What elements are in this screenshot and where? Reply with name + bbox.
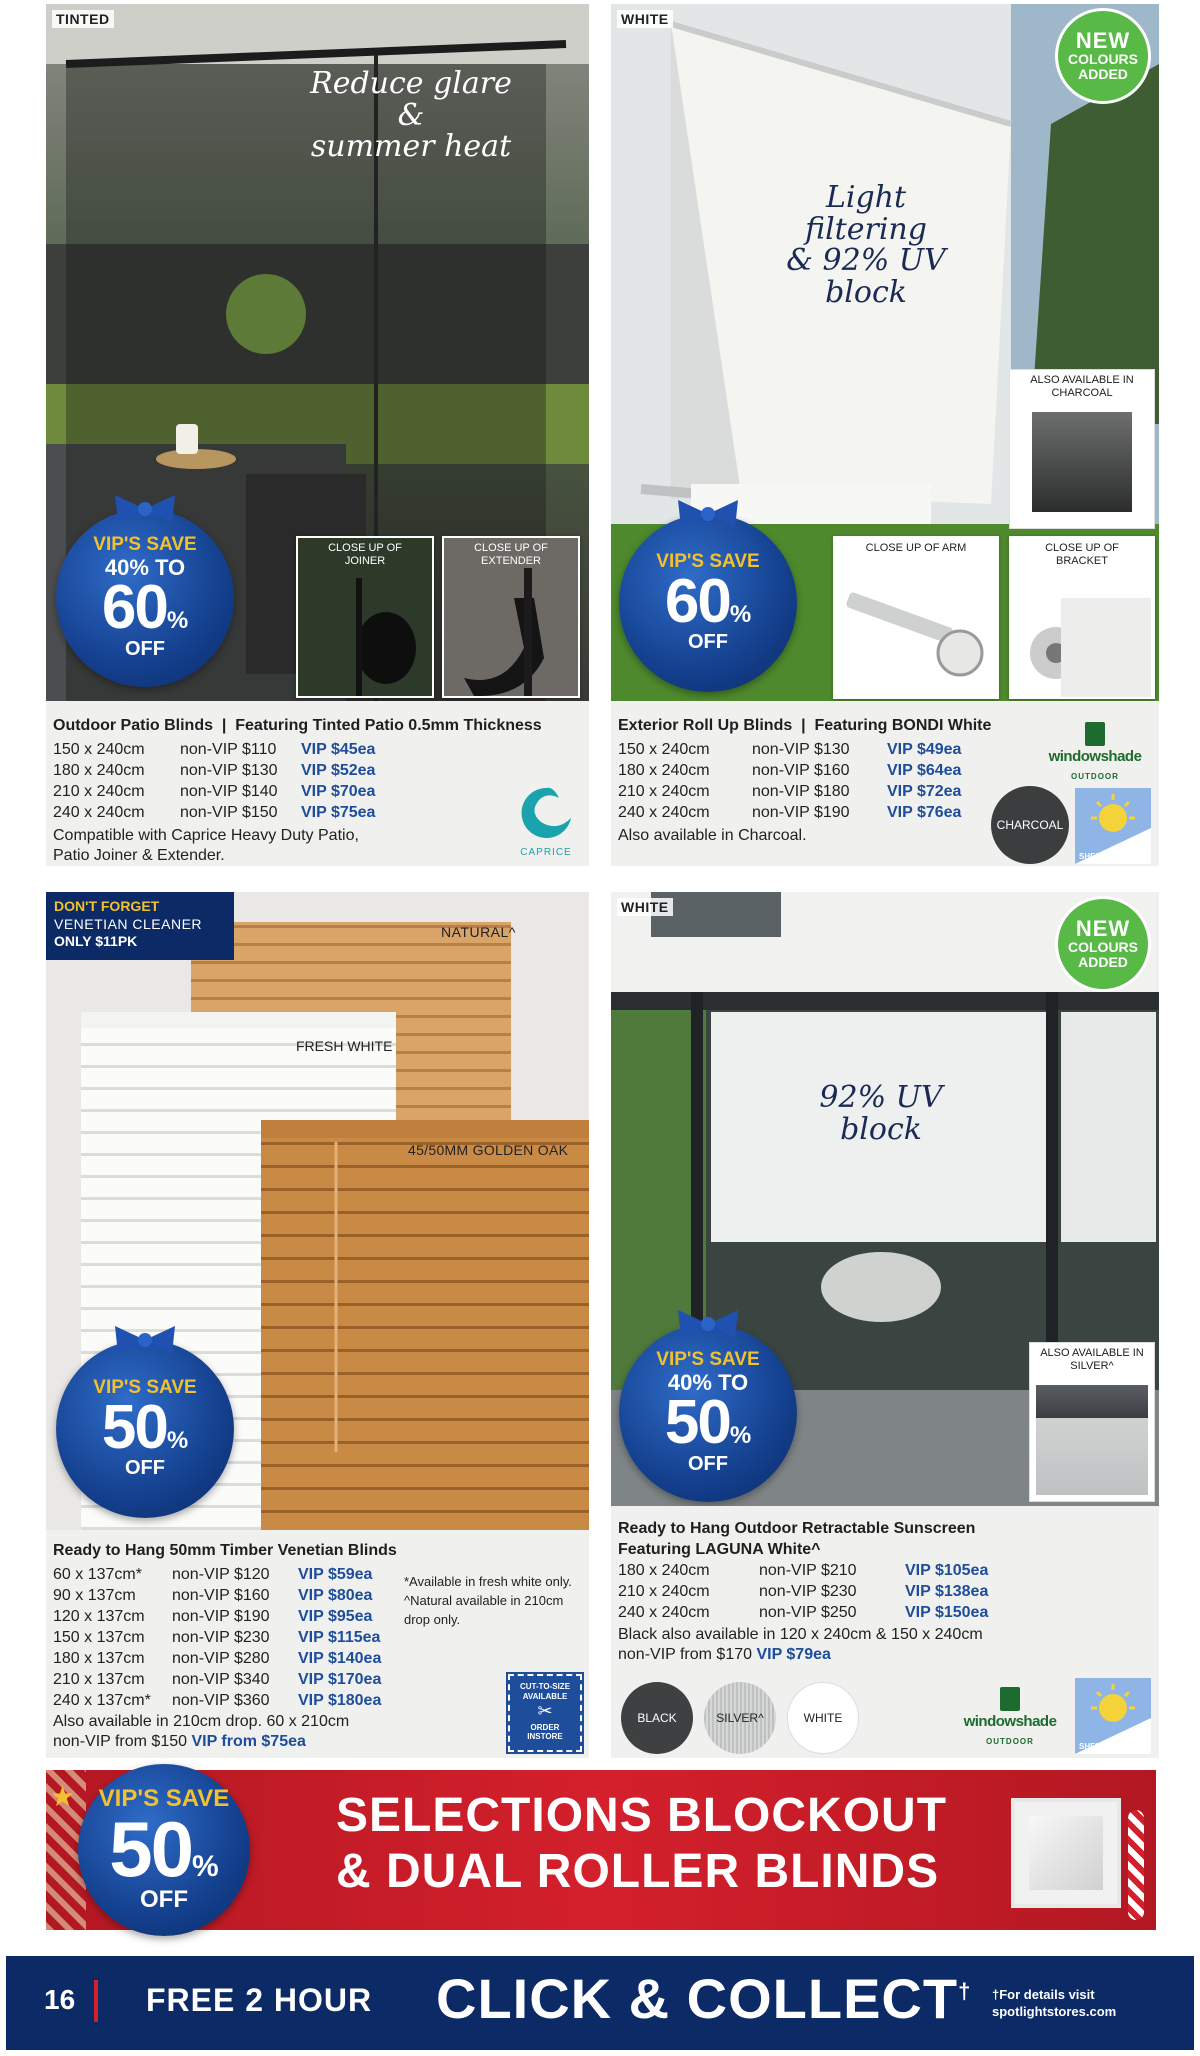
page-number: 16 bbox=[44, 1984, 76, 2015]
rollup-availability-note: Also available in Charcoal. bbox=[618, 827, 807, 844]
venetian-price-table bbox=[53, 1564, 381, 1711]
price-row: 60 x 137cm* non-VIP $120 VIP $59ea bbox=[53, 1566, 373, 1583]
sunscreen-black-note: Black also available in 120 x 240cm & 150 x 240cm non-VIP from $170 VIP $79ea bbox=[618, 1626, 983, 1663]
price-row: 180 x 240cm non-VIP $210 VIP $105ea bbox=[618, 1562, 989, 1579]
star-icon: ★ bbox=[50, 1781, 76, 1812]
rollup-price-table bbox=[618, 739, 961, 823]
vip-percent: 60% bbox=[101, 573, 189, 643]
rollup-corner-label: WHITE bbox=[617, 10, 673, 28]
price-row: 180 x 137cm non-VIP $280 VIP $140ea bbox=[53, 1650, 382, 1667]
rollup-product-title: Exterior Roll Up Blinds | Featuring BONDI White bbox=[618, 717, 992, 734]
silver-screen-image bbox=[1036, 1385, 1148, 1495]
venetian-vip-save-badge bbox=[56, 1340, 234, 1518]
price-row: 210 x 137cm non-VIP $340 VIP $170ea bbox=[53, 1671, 382, 1688]
patio-blinds-panel bbox=[46, 4, 589, 866]
vip-save-label: VIP'S SAVE bbox=[98, 1784, 230, 1812]
patio-photo bbox=[46, 4, 589, 701]
vip-off-label: OFF bbox=[688, 1452, 728, 1475]
patio-compatibility-note: Compatible with Caprice Heavy Duty Patio, Patio Joiner & Extender. bbox=[53, 827, 359, 864]
banner-headline: SELECTIONS BLOCKOUT & DUAL ROLLER BLINDS bbox=[336, 1789, 948, 1898]
venetian-blinds-panel bbox=[46, 892, 589, 1758]
footer-details: †For details visit spotlightstores.com bbox=[992, 1987, 1117, 2019]
venetian-product-title: Ready to Hang 50mm Timber Venetian Blinds bbox=[53, 1542, 397, 1559]
rollup-vip-save-badge bbox=[619, 514, 797, 692]
price-row: 240 x 240cm non-VIP $150 VIP $75ea bbox=[53, 804, 376, 821]
price-row: 180 x 240cm non-VIP $130 VIP $52ea bbox=[53, 762, 376, 779]
joiner-illustration bbox=[298, 538, 432, 696]
windowshade-mark-icon bbox=[1085, 722, 1105, 746]
sunscreen-handwritten-callout: 92% UV block bbox=[819, 1080, 943, 1147]
closeup-joiner bbox=[296, 536, 434, 698]
price-row: 120 x 137cm non-VIP $190 VIP $95ea bbox=[53, 1608, 373, 1625]
bracket-illustration bbox=[1011, 538, 1153, 697]
label-golden-oak: 45/50MM GOLDEN OAK bbox=[408, 1142, 569, 1158]
vip-save-label: VIP'S SAVE bbox=[656, 1349, 760, 1371]
extender-illustration bbox=[444, 538, 578, 696]
vip-off-label: OFF bbox=[125, 1457, 165, 1480]
windowshade-mark-icon bbox=[1000, 1687, 1020, 1711]
arm-illustration bbox=[835, 538, 997, 697]
price-row: 150 x 137cm non-VIP $230 VIP $115ea bbox=[53, 1629, 381, 1646]
sunscreen-corner-label: WHITE bbox=[617, 898, 673, 916]
sheir-logo: SHEIR bbox=[1075, 1678, 1151, 1754]
vip-percent: 50% bbox=[109, 1805, 219, 1894]
closeup-arm bbox=[833, 536, 999, 699]
patio-price-table bbox=[53, 739, 375, 823]
swatch-charcoal: CHARCOAL bbox=[991, 786, 1069, 864]
sheir-logo: SHEIR bbox=[1075, 788, 1151, 864]
price-row: 240 x 240cm non-VIP $250 VIP $150ea bbox=[618, 1604, 989, 1621]
patio-vip-save-badge bbox=[56, 509, 234, 687]
closeup-extender-caption: CLOSE UP OF EXTENDER bbox=[474, 542, 548, 568]
rollup-new-colours-badge: NEW COLOURS ADDED bbox=[1055, 8, 1151, 104]
label-natural: NATURAL^ bbox=[441, 924, 516, 940]
vip-percent: 50% bbox=[664, 1388, 752, 1458]
closeup-bracket-caption: CLOSE UP OF BRACKET bbox=[1045, 542, 1119, 568]
price-row: 150 x 240cm non-VIP $130 VIP $49ea bbox=[618, 741, 962, 758]
swatch-black: BLACK bbox=[621, 1682, 693, 1754]
charcoal-blind-image bbox=[1032, 412, 1132, 512]
vip-off-label: OFF bbox=[140, 1886, 188, 1914]
vip-percent: 60% bbox=[664, 566, 752, 636]
venetian-cleaner-promo: DON'T FORGET VENETIAN CLEANER ONLY $11PK bbox=[46, 892, 234, 960]
vip-percent: 50% bbox=[101, 1392, 189, 1462]
vip-off-label: OFF bbox=[688, 631, 728, 654]
vip-save-label: VIP'S SAVE bbox=[93, 1376, 197, 1398]
footer-divider bbox=[94, 1980, 98, 2022]
price-row: 240 x 137cm* non-VIP $360 VIP $180ea bbox=[53, 1692, 382, 1709]
vip-save-label: VIP'S SAVE bbox=[93, 534, 197, 556]
price-row: 90 x 137cm non-VIP $160 VIP $80ea bbox=[53, 1587, 373, 1604]
price-row: 180 x 240cm non-VIP $160 VIP $64ea bbox=[618, 762, 962, 779]
price-row: 210 x 240cm non-VIP $140 VIP $70ea bbox=[53, 783, 376, 800]
blockout-banner bbox=[46, 1770, 1156, 1930]
windowshade-logo: windowshade OUTDOOR bbox=[1036, 722, 1154, 784]
venetian-footnote: *Available in fresh white only. ^Natural available in 210cm drop only. bbox=[404, 1574, 572, 1627]
vip-save-label: VIP'S SAVE bbox=[656, 550, 760, 572]
swatch-white: WHITE bbox=[787, 1682, 859, 1754]
closeup-bracket bbox=[1009, 536, 1155, 699]
bow-icon bbox=[110, 1326, 180, 1354]
rollup-handwritten-callout: Light filtering & 92% UV block bbox=[786, 180, 946, 310]
candy-cane-icon bbox=[1128, 1810, 1144, 1920]
price-row: 210 x 240cm non-VIP $180 VIP $72ea bbox=[618, 783, 962, 800]
caprice-logo bbox=[510, 784, 582, 864]
scissors-icon: ✂ bbox=[537, 1701, 553, 1722]
closeup-extender bbox=[442, 536, 580, 698]
sunscreen-price-table bbox=[618, 1560, 988, 1623]
caprice-logo-text: CAPRICE bbox=[520, 847, 572, 858]
sunscreen-panel bbox=[611, 892, 1159, 1758]
bow-icon bbox=[673, 500, 743, 528]
patio-handwritten-callout: Reduce glare & summer heat bbox=[310, 66, 512, 164]
vip-range-label: 40% TO bbox=[104, 554, 186, 580]
closeup-joiner-caption: CLOSE UP OF JOINER bbox=[328, 542, 402, 568]
price-row: 240 x 240cm non-VIP $190 VIP $76ea bbox=[618, 804, 962, 821]
sunscreen-product-title: Ready to Hang Outdoor Retractable Sunscreen Featuring LAGUNA White^ bbox=[618, 1520, 976, 1558]
price-row: 210 x 240cm non-VIP $230 VIP $138ea bbox=[618, 1583, 989, 1600]
sunscreen-vip-save-badge bbox=[619, 1324, 797, 1502]
windowshade-logo: windowshade OUTDOOR bbox=[951, 1687, 1069, 1749]
cut-to-size-badge: CUT-TO-SIZE AVAILABLE ✂ ORDER INSTORE bbox=[508, 1674, 582, 1752]
footer-free-2-hour: FREE 2 HOUR bbox=[146, 1982, 373, 2018]
venetian-drop-note: Also available in 210cm drop. 60 x 210cm non-VIP from $150 VIP from $75ea bbox=[53, 1713, 350, 1750]
caprice-wave-icon bbox=[517, 784, 575, 842]
label-fresh-white: FRESH WHITE bbox=[296, 1038, 393, 1054]
closeup-arm-caption: CLOSE UP OF ARM bbox=[865, 542, 967, 554]
sunscreen-also-available: ALSO AVAILABLE IN SILVER^ bbox=[1029, 1342, 1155, 1502]
price-row: 150 x 240cm non-VIP $110 VIP $45ea bbox=[53, 741, 376, 758]
vip-off-label: OFF bbox=[125, 637, 165, 660]
patio-corner-label: TINTED bbox=[52, 10, 114, 28]
sunscreen-new-colours-badge: NEW COLOURS ADDED bbox=[1055, 896, 1151, 992]
swatch-silver: SILVER^ bbox=[704, 1682, 776, 1754]
sunscreen-photo bbox=[611, 892, 1159, 1506]
rollup-also-available: ALSO AVAILABLE IN CHARCOAL bbox=[1009, 369, 1155, 529]
click-collect-footer bbox=[6, 1956, 1194, 2050]
patio-product-title: Outdoor Patio Blinds | Featuring Tinted Patio 0.5mm Thickness bbox=[53, 717, 542, 734]
bow-icon bbox=[110, 495, 180, 523]
rollup-photo bbox=[611, 4, 1159, 701]
banner-vip-save-badge bbox=[78, 1764, 250, 1936]
rollup-blinds-panel bbox=[611, 4, 1159, 866]
vip-range-label: 40% TO bbox=[667, 1369, 749, 1395]
bow-icon bbox=[673, 1310, 743, 1338]
venetian-photo bbox=[46, 892, 589, 1530]
roller-blind-image bbox=[1011, 1798, 1121, 1908]
footer-click-collect: CLICK & COLLECT† bbox=[436, 1967, 972, 2030]
